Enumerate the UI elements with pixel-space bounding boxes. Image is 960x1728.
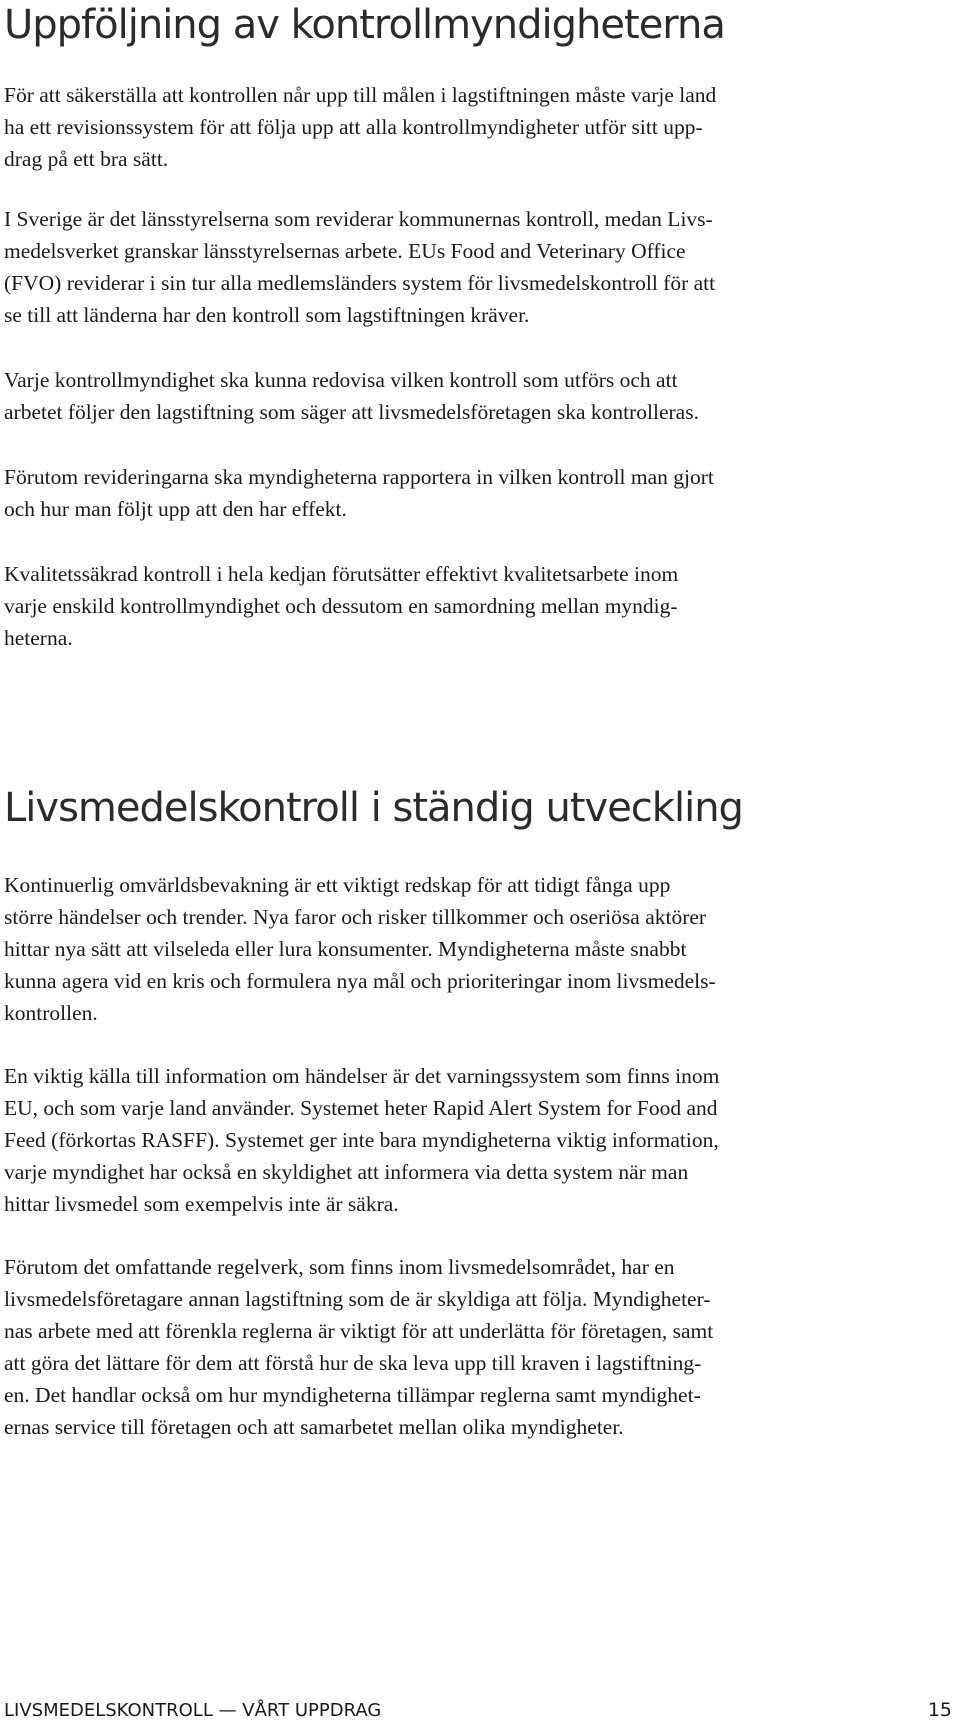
text-line: varje myndighet har också en skyldighet att informera via detta system när man <box>4 1160 689 1184</box>
paragraph <box>4 203 954 331</box>
text-line: se till att länderna har den kontroll som lagstiftningen kräver. <box>4 303 530 327</box>
text-line: EU, och som varje land använder. Systemet heter Rapid Alert System for Food and <box>4 1096 718 1120</box>
paragraph <box>4 461 954 525</box>
text-line: Varje kontrollmyndighet ska kunna redovisa vilken kontroll som utförs och att <box>4 368 678 392</box>
text-line: ernas service till företagen och att samarbetet mellan olika myndigheter. <box>4 1415 624 1439</box>
section-heading: Livsmedelskontroll i ständig utveckling <box>4 785 743 831</box>
text-line: drag på ett bra sätt. <box>4 147 169 171</box>
text-line: att göra det lättare för dem att förstå hur de ska leva upp till kraven i lagstiftning- <box>4 1351 702 1375</box>
paragraph <box>4 364 954 428</box>
text-line: heterna. <box>4 626 73 650</box>
text-line: Kontinuerlig omvärldsbevakning är ett viktigt redskap för att tidigt fånga upp <box>4 873 671 897</box>
text-line: Förutom det omfattande regelverk, som finns inom livsmedelsområdet, har en <box>4 1255 675 1279</box>
text-line: en. Det handlar också om hur myndigheterna tillämpar reglerna samt myndighet- <box>4 1383 701 1407</box>
text-line: ha ett revisionssystem för att följa upp att alla kontrollmyndigheter utför sitt upp- <box>4 115 703 139</box>
text-line: nas arbete med att förenkla reglerna är viktigt för att underlätta för företagen, samt <box>4 1319 714 1343</box>
text-line: varje enskild kontrollmyndighet och dessutom en samordning mellan myndig- <box>4 594 678 618</box>
text-line: hittar livsmedel som exempelvis inte är säkra. <box>4 1192 399 1216</box>
section-heading: Uppföljning av kontrollmyndigheterna <box>4 2 725 48</box>
page-number: 15 <box>927 1699 952 1721</box>
paragraph <box>4 869 954 1029</box>
text-line: hittar nya sätt att vilseleda eller lura konsumenter. Myndigheterna måste snabbt <box>4 937 687 961</box>
text-line: Kvalitetssäkrad kontroll i hela kedjan förutsätter effektivt kvalitetsarbete inom <box>4 562 679 586</box>
running-footer-title: LIVSMEDELSKONTROLL — VÅRT UPPDRAG <box>4 1700 382 1721</box>
paragraph <box>4 79 954 175</box>
paragraph <box>4 1251 954 1443</box>
text-line: livsmedelsföretagare annan lagstiftning som de är skyldiga att följa. Myndigheter- <box>4 1287 711 1311</box>
text-line: För att säkerställa att kontrollen når upp till målen i lagstiftningen måste varje land <box>4 83 717 107</box>
text-line: arbetet följer den lagstiftning som säger att livsmedelsföretagen ska kontrolleras. <box>4 400 699 424</box>
text-line: I Sverige är det länsstyrelserna som reviderar kommunernas kontroll, medan Livs- <box>4 207 713 231</box>
text-line: medelsverket granskar länsstyrelsernas arbete. EUs Food and Veterinary Office <box>4 239 686 263</box>
text-line: större händelser och trender. Nya faror och risker tillkommer och oseriösa aktörer <box>4 905 707 929</box>
text-line: En viktig källa till information om händelser är det varningssystem som finns inom <box>4 1064 720 1088</box>
text-line: kunna agera vid en kris och formulera nya mål och prioriteringar inom livsmedels- <box>4 969 716 993</box>
paragraph <box>4 1060 954 1220</box>
text-line: och hur man följt upp att den har effekt. <box>4 497 347 521</box>
paragraph <box>4 558 954 654</box>
text-line: kontrollen. <box>4 1001 98 1025</box>
text-line: Förutom revideringarna ska myndigheterna rapportera in vilken kontroll man gjort <box>4 465 714 489</box>
text-line: (FVO) reviderar i sin tur alla medlemsländers system för livsmedelskontroll för att <box>4 271 716 295</box>
text-line: Feed (förkortas RASFF). Systemet ger inte bara myndigheterna viktig information, <box>4 1128 719 1152</box>
